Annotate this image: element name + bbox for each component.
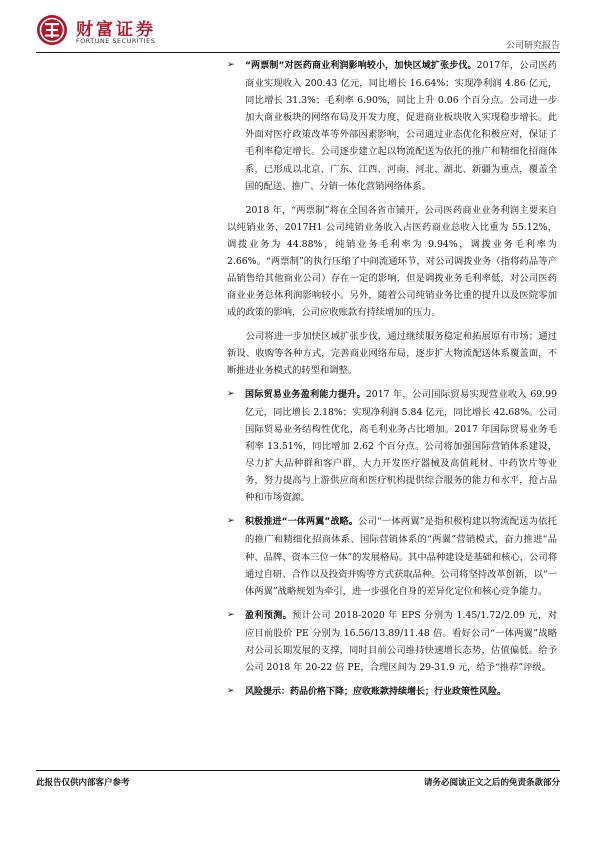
bullet-section-risk xyxy=(227,683,557,701)
paragraph-two-invoice: 2018 年，“两票制”将在全国各省市铺开，公司医药商业业务利润主要来自以纯销业务，2017H1 公司纯销业务收入占医药商业总收入比重为 55.12%，调拨业务为 44.88%，纯销业务毛利率为 9.94%，调拨业务毛利率为 2.66%。“两票制”的执行压缩了中间流通环节，对公司调拨业务（指将药品等产品销售给其他商业公司）存在一定的影响，但是调拨业务毛利率低，对公司医药商业业务总体利润影响较小。另外，随着公司纯销业务比重的提升以及医院零加成的政策的影响，公司应收账款有持续增加的压力。 xyxy=(227,204,557,319)
bullet-text: 公司“一体两翼”是指积极构建以物流配送为依托的推广和精细化招商体系、国际营销体系的“两翼”营销模式，奋力推进“品种、品牌、资本三位一体”的发展格局。其中品种建设是基础和核心，公司将通过自研、合作以及投资并购等方式获取品种。公司将坚持改革创新，以“一体两翼”战略规划为牵引，进一步强化自身的差异化定位和核心竞争能力。 xyxy=(245,516,557,597)
footer-disclaimer-left: 此报告仅供内部客户参考 xyxy=(36,778,130,788)
bullet-section-strategy xyxy=(227,513,557,599)
footer-divider xyxy=(36,770,560,771)
arrow-bullet-icon: ➢ xyxy=(227,686,235,697)
logo-english-name: FORTUNE SECURITIES xyxy=(76,38,156,45)
bullet-section-commercial xyxy=(227,57,557,195)
bullet-text: 预计公司 2018-2020 年 EPS 分别为 1.45/1.72/2.09 元，对应目前股价 PE 分别为 16.56/13.89/11.48 倍。看好公司“一体两翼”战略对公司长期发展的支撑，同时目前公司维持快速增长态势，估值偏低。给予公司 2018 年 20-22 倍 PE，合理区间为 29-31.9 元，给予“推荐”评级。 xyxy=(245,609,557,674)
report-body xyxy=(227,57,557,708)
bullet-lead: 国际贸易业务盈利能力提升。 xyxy=(245,389,366,400)
arrow-bullet-icon: ➢ xyxy=(227,388,235,399)
bullet-section-forecast xyxy=(227,607,557,676)
arrow-bullet-icon: ➢ xyxy=(227,60,235,70)
footer-disclaimer-right: 请务必阅读正文之后的免责条款部分 xyxy=(423,778,560,788)
bullet-text: 2017年，公司医药商业实现收入 200.43 亿元，同比增长 16.64%；实现净利润 4.86 亿元，同比增长 31.3%；毛利率 6.90%，同比上升 0.06 个百分点。公司进一步加大商业板块的网络布局及开发力度，促进商业板块收入实现稳步增长。此外面对医疗政策改革等外部因素影响，公司通过业态优化积极应对，保证了毛利率稳定增长。公司逐步建立起以物流配送为依托的推广和精细化招商体系，已形成以北京、广东、江西、河南、河北、湖北、新疆为重点，覆盖全国的配送、推广、分销一体化营销网络体系。 xyxy=(245,60,557,192)
arrow-bullet-icon: ➢ xyxy=(227,609,235,620)
bullet-text: 2017 年，公司国际贸易实现营业收入 69.99 亿元，同比增长 2.18%；实现净利润 5.84 亿元，同比增长 42.68%。公司国际贸易业务结构性优化，高毛利业务占比增加。2017 年国际贸易业务毛利率 13.51%，同比增加 2.62 个百分点。公司将加强国际营销体系建设，尽力扩大品种群和客户群，大力开发医疗器械及高值耗材、中药饮片等业务，努力提高与上游供应商和医疗机构提供综合服务的能力和水平，抢占品种和市场资源。 xyxy=(245,388,557,504)
paragraph-expansion: 公司将进一步加快区域扩张步伐，通过继续服务稳定和拓展原有市场；通过新设、收购等各种方式，完善商业网络布局，逐步扩大物流配送体系覆盖面，不断推进业务模式的转型和调整。 xyxy=(227,330,557,377)
bullet-lead: 风险提示：药品价格下降；应收账款持续增长；行业政策性风险。 xyxy=(245,687,507,698)
fortune-securities-logo-icon xyxy=(36,14,68,46)
report-type-label: 公司研究报告 xyxy=(505,41,560,51)
bullet-lead: 盈利预测。 xyxy=(245,610,293,621)
arrow-bullet-icon: ➢ xyxy=(227,516,235,527)
bullet-lead: “两票制”对医药商业利润影响较小，加快区域扩张步伐。 xyxy=(245,61,477,71)
bullet-section-trade xyxy=(227,386,557,507)
logo-chinese-name: 财富证券 xyxy=(76,20,156,40)
bullet-lead: 积极推进“一体两翼”战略。 xyxy=(245,517,359,528)
header-divider xyxy=(36,52,560,53)
page-header xyxy=(36,10,560,50)
